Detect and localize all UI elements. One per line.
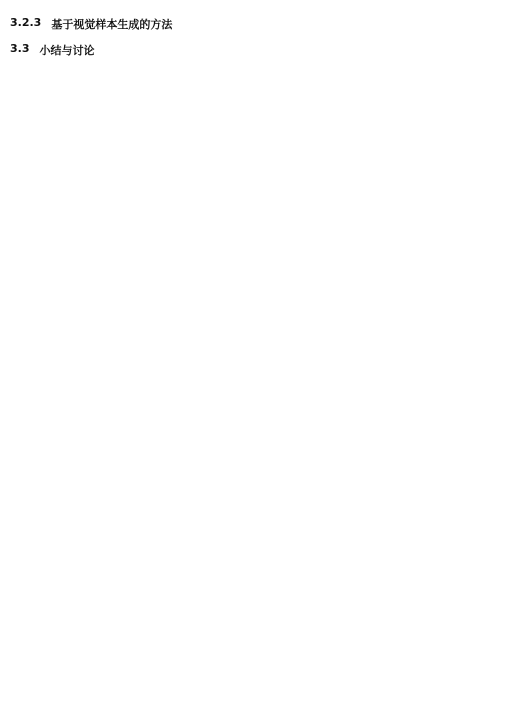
section-number: 3.2.3 <box>10 16 42 29</box>
section-title: 基于视觉样本生成的方法 <box>51 18 173 31</box>
section-heading-3-3 <box>10 42 503 58</box>
section-number: 3.3 <box>10 42 30 55</box>
section-title: 小结与讨论 <box>39 44 95 57</box>
section-heading-3-2-3 <box>10 16 503 32</box>
